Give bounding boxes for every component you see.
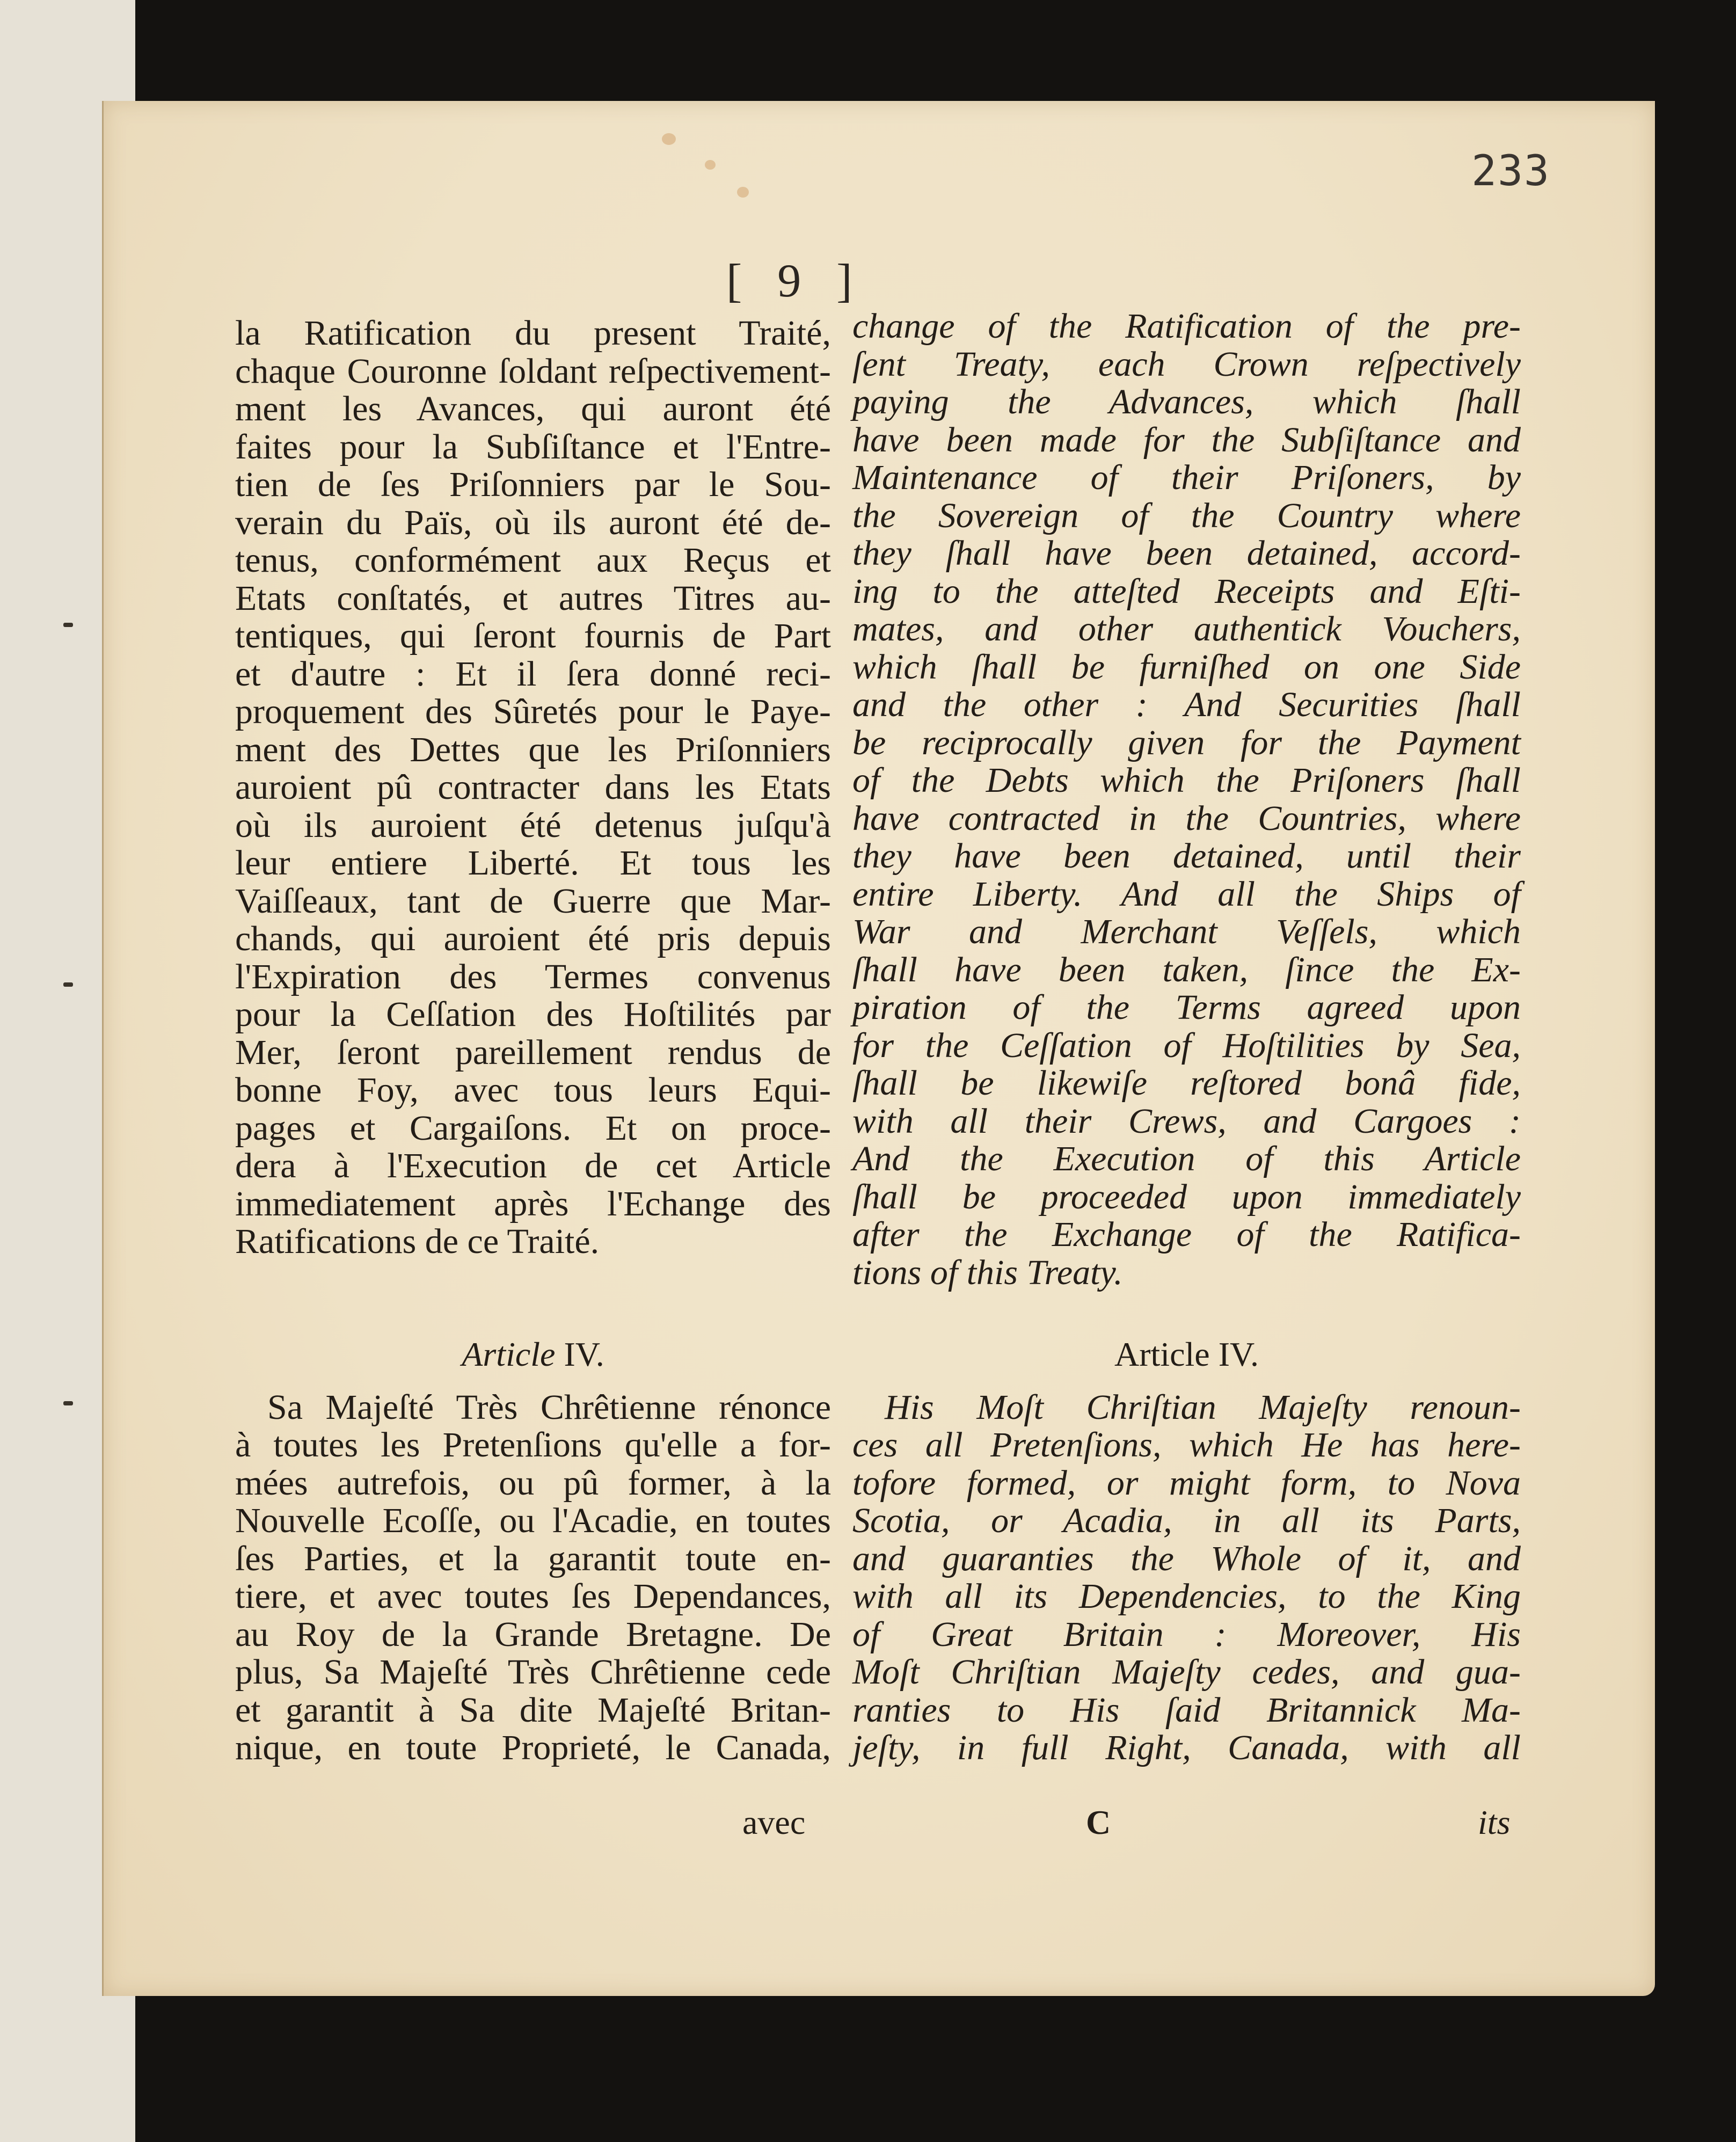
text-line: verain du Païs, où ils auront été de-	[235, 502, 831, 542]
text-line: et garantit à Sa dite Majeſté Britan-	[235, 1690, 831, 1730]
text-line: plus, Sa Majeſté Très Chrêtienne cede	[235, 1652, 831, 1692]
catchword-french: avec	[742, 1803, 806, 1841]
french-article-iv	[235, 1336, 831, 1767]
english-article-iv	[852, 1336, 1521, 1767]
page-number: [ 9 ]	[726, 255, 864, 307]
text-line: they ſhall have been detained, accord-	[852, 534, 1521, 573]
foxing-stain	[662, 133, 676, 145]
french-column-continued	[235, 315, 831, 1261]
text-line: pages et Cargaiſons. Et on proce-	[235, 1108, 831, 1148]
text-line: Etats conſtatés, et autres Titres au-	[235, 578, 831, 618]
document-page	[102, 101, 1655, 1996]
text-line: And the Execution of this Article	[852, 1139, 1521, 1178]
article-heading-english: Article IV.	[1114, 1335, 1259, 1373]
text-line: Nouvelle Ecoſſe, ou l'Acadie, en toutes	[235, 1501, 831, 1540]
text-line: War and Merchant Veſſels, which	[852, 912, 1521, 951]
text-line: be reciprocally given for the Payment	[852, 723, 1521, 762]
text-line: change of the Ratification of the pre-	[852, 307, 1521, 346]
text-line: auroient pû contracter dans les Etats	[235, 768, 831, 807]
text-line: piration of the Terms agreed upon	[852, 988, 1521, 1027]
text-line: mates, and other authentick Vouchers,	[852, 609, 1521, 649]
text-line: ſhall be proceeded upon immediately	[852, 1177, 1521, 1216]
text-line: with all their Crews, and Cargoes :	[852, 1101, 1521, 1141]
english-column-continued	[852, 308, 1521, 1292]
text-line: paying the Advances, which ſhall	[852, 382, 1521, 421]
text-line: jeſty, in full Right, Canada, with all	[852, 1728, 1521, 1767]
text-line: ſhall have been taken, ſince the Ex-	[852, 950, 1521, 989]
article-heading-french	[235, 1336, 831, 1374]
text-line: and the other : And Securities ſhall	[852, 685, 1521, 724]
margin-mark	[63, 623, 73, 627]
foxing-stain	[705, 160, 716, 170]
text-line: où ils auroient été detenus juſqu'à	[235, 805, 831, 845]
text-line: and guaranties the Whole of it, and	[852, 1539, 1521, 1578]
text-line: ſes Parties, et la garantit toute en-	[235, 1539, 831, 1578]
text-line: have been made for the Subſiſtance and	[852, 420, 1521, 460]
text-line: ment les Avances, qui auront été	[235, 389, 831, 428]
text-line: Vaiſſeaux, tant de Guerre que Mar-	[235, 881, 831, 921]
text-line: after the Exchange of the Ratifica-	[852, 1215, 1521, 1254]
text-line: Sa Majeſté Très Chrêtienne rénonce	[267, 1387, 831, 1427]
text-line: faites pour la Subſiſtance et l'Entre-	[235, 427, 831, 467]
text-line: the Sovereign of the Country where	[852, 496, 1521, 535]
text-line: they have been detained, until their	[852, 836, 1521, 876]
text-line: of Great Britain : Moreover, His	[852, 1614, 1521, 1654]
margin-mark	[63, 982, 73, 987]
text-line: mées autrefois, ou pû former, à la	[235, 1463, 831, 1503]
text-line: leur entiere Liberté. Et tous les	[235, 843, 831, 883]
text-line: immediatement après l'Echange des	[235, 1184, 831, 1223]
folio-stamp: 233	[1471, 147, 1550, 195]
text-line: tofore formed, or might form, to Nova	[852, 1463, 1521, 1503]
text-line: la Ratification du present Traité,	[235, 314, 831, 353]
text-line: Ratifications de ce Traité.	[235, 1222, 600, 1261]
heading-numeral: IV.	[564, 1335, 604, 1373]
text-line: Moſt Chriſtian Majeſty cedes, and gua-	[852, 1652, 1521, 1692]
margin-mark	[63, 1401, 73, 1405]
text-line: au Roy de la Grande Bretagne. De	[235, 1614, 831, 1654]
heading-word: Article	[462, 1335, 556, 1373]
text-line: tien de ſes Priſonniers par le Sou-	[235, 465, 831, 504]
text-line: Scotia, or Acadia, in all its Parts,	[852, 1501, 1521, 1540]
foxing-stain	[737, 187, 749, 198]
text-line: l'Expiration des Termes convenus	[235, 957, 831, 996]
text-line: which ſhall be furniſhed on one Side	[852, 647, 1521, 687]
text-line: nique, en toute Proprieté, le Canada,	[235, 1728, 831, 1767]
text-line: ces all Pretenſions, which He has here-	[852, 1425, 1521, 1465]
text-line: entire Liberty. And all the Ships of	[852, 874, 1521, 914]
text-line: ſhall be likewiſe reſtored bonâ fide,	[852, 1063, 1521, 1103]
text-line: pour la Ceſſation des Hoſtilités par	[235, 995, 831, 1034]
text-line: bonne Foy, avec tous leurs Equi-	[235, 1070, 831, 1110]
text-line: for the Ceſſation of Hoſtilities by Sea,	[852, 1025, 1521, 1065]
text-line: tiere, et avec toutes ſes Dependances,	[235, 1577, 831, 1616]
text-line: à toutes les Pretenſions qu'elle a for-	[235, 1425, 831, 1465]
signature-mark: C	[1086, 1803, 1111, 1841]
text-line: dera à l'Execution de cet Article	[235, 1146, 831, 1185]
text-line: His Moſt Chriſtian Majeſty renoun-	[885, 1387, 1521, 1427]
text-line: chands, qui auroient été pris depuis	[235, 919, 831, 958]
text-line: ing to the atteſted Receipts and Eſti-	[852, 571, 1521, 611]
text-line: tions of this Treaty.	[852, 1252, 1123, 1292]
text-line: ſent Treaty, each Crown reſpectively	[852, 344, 1521, 384]
text-line: Mer, ſeront pareillement rendus de	[235, 1032, 831, 1072]
text-line: chaque Couronne ſoldant reſpectivement-	[235, 351, 831, 391]
catchword-english: its	[1478, 1803, 1511, 1841]
text-line: et d'autre : Et il ſera donné reci-	[235, 654, 831, 694]
text-line: of the Debts which the Priſoners ſhall	[852, 761, 1521, 800]
text-line: ment des Dettes que les Priſonniers	[235, 730, 831, 769]
text-line: have contracted in the Countries, where	[852, 798, 1521, 838]
text-line: proquement des Sûretés pour le Paye-	[235, 692, 831, 731]
text-line: ranties to His ſaid Britannick Ma-	[852, 1690, 1521, 1730]
text-line: tentiques, qui ſeront fournis de Part	[235, 616, 831, 655]
text-line: Maintenance of their Priſoners, by	[852, 458, 1521, 497]
text-line: tenus, conformément aux Reçus et	[235, 541, 831, 580]
text-line: with all its Dependencies, to the King	[852, 1577, 1521, 1616]
